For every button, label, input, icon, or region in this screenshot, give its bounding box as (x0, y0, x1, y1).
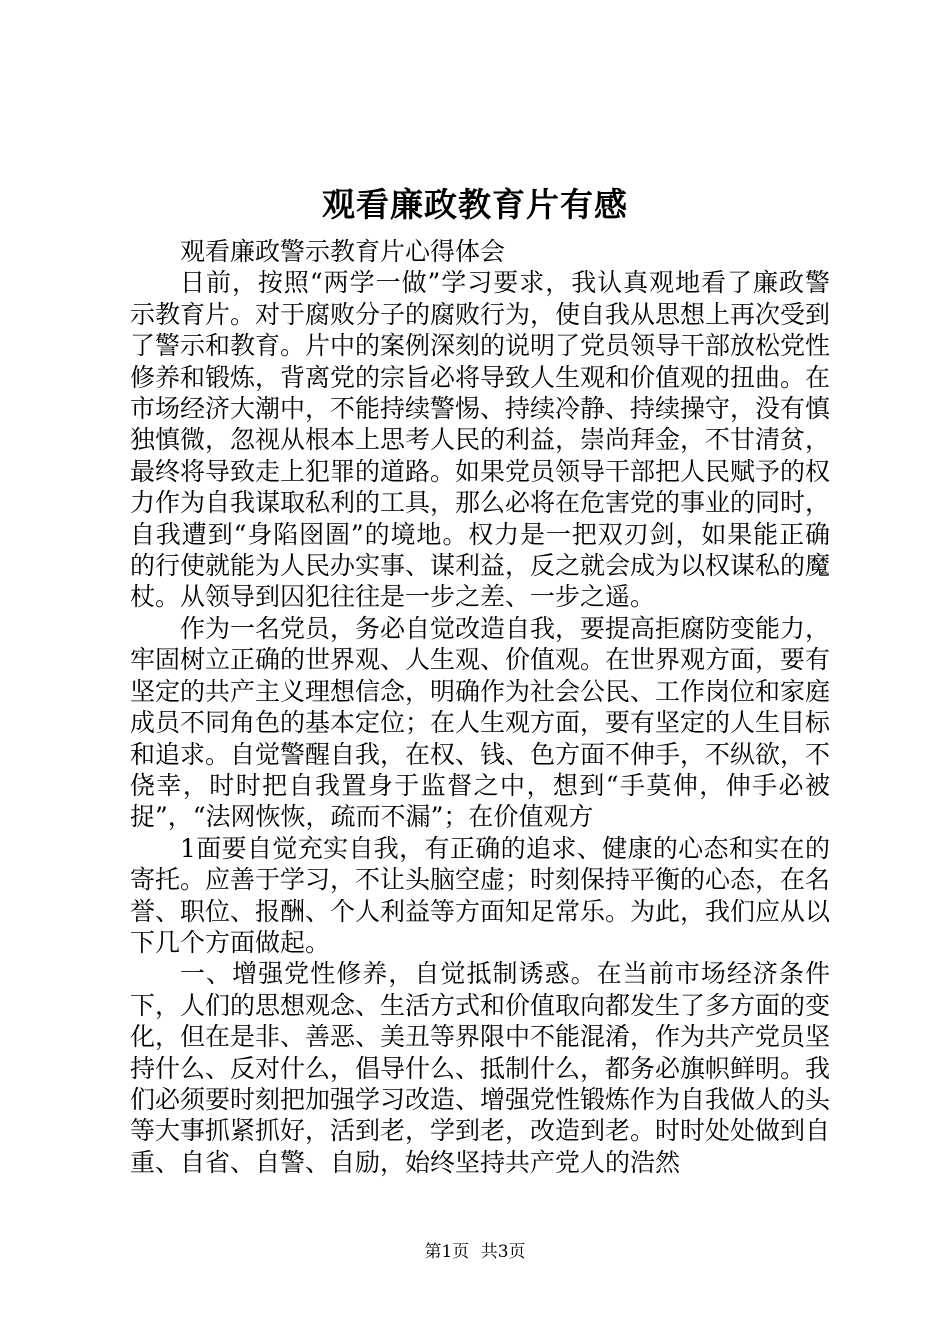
page-footer (0, 1241, 950, 1263)
body-paragraph: 1面要自觉充实自我，有正确的追求、健康的心态和实在的寄托。应善于学习，不让头脑空虚；时刻保持平衡的心态，在名誉、职位、报酬、个人利益等方面知足常乐。为此，我们应从以下几个方面做起。 (130, 833, 831, 957)
body-paragraph: 日前，按照“两学一做”学习要求，我认真观地看了廉政警示教育片。对于腐败分子的腐败行为，使自我从思想上再次受到了警示和教育。片中的案例深刻的说明了党员领导干部放松党性修养和锻炼，背离党的宗旨必将导致人生观和价值观的扭曲。在市场经济大潮中，不能持续警惕、持续冷静、持续操守，没有慎独慎微，忽视从根本上思考人民的利益，崇尚拜金，不甘清贫，最终将导致走上犯罪的道路。如果党员领导干部把人民赋予的权力作为自我谋取私利的工具，那么必将在危害党的事业的同时，自我遭到“身陷囹圄”的境地。权力是一把双刃剑，如果能正确的行使就能为人民办实事、谋利益，反之就会成为以权谋私的魔杖。从领导到囚犯往往是一步之差、一步之遥。 (130, 268, 831, 612)
document-title: 观看廉政教育片有感 (322, 185, 628, 224)
page-number: 第1页 (424, 1242, 470, 1262)
body-paragraph: 一、增强党性修养，自觉抵制诱惑。在当前市场经济条件下，人们的思想观念、生活方式和价值取向都发生了多方面的变化，但在是非、善恶、美丑等界限中不能混淆，作为共产党员坚持什么、反对什么，倡导什么、抵制什么，都务必旗帜鲜明。我们必须要时刻把加强学习改造、增强党性锻炼作为自我做人的头等大事抓紧抓好，活到老，学到老，改造到老。时时处处做到自重、自省、自警、自励，始终坚持共产党人的浩然 (130, 959, 831, 1177)
subtitle-paragraph: 观看廉政警示教育片心得体会 (180, 237, 506, 266)
page-total: 共3页 (480, 1242, 526, 1262)
body-paragraph: 作为一名党员，务必自觉改造自我，要提高拒腐防变能力，牢固树立正确的世界观、人生观、价值观。在世界观方面，要有坚定的共产主义理想信念，明确作为社会公民、工作岗位和家庭成员不同角色的基本定位；在人生观方面，要有坚定的人生目标和追求。自觉警醒自我，在权、钱、色方面不伸手，不纵欲，不侥幸，时时把自我置身于监督之中，想到“手莫伸，伸手必被捉”，“法网恢恢，疏而不漏”；在价值观方 (130, 613, 831, 832)
document-body (130, 236, 830, 1178)
